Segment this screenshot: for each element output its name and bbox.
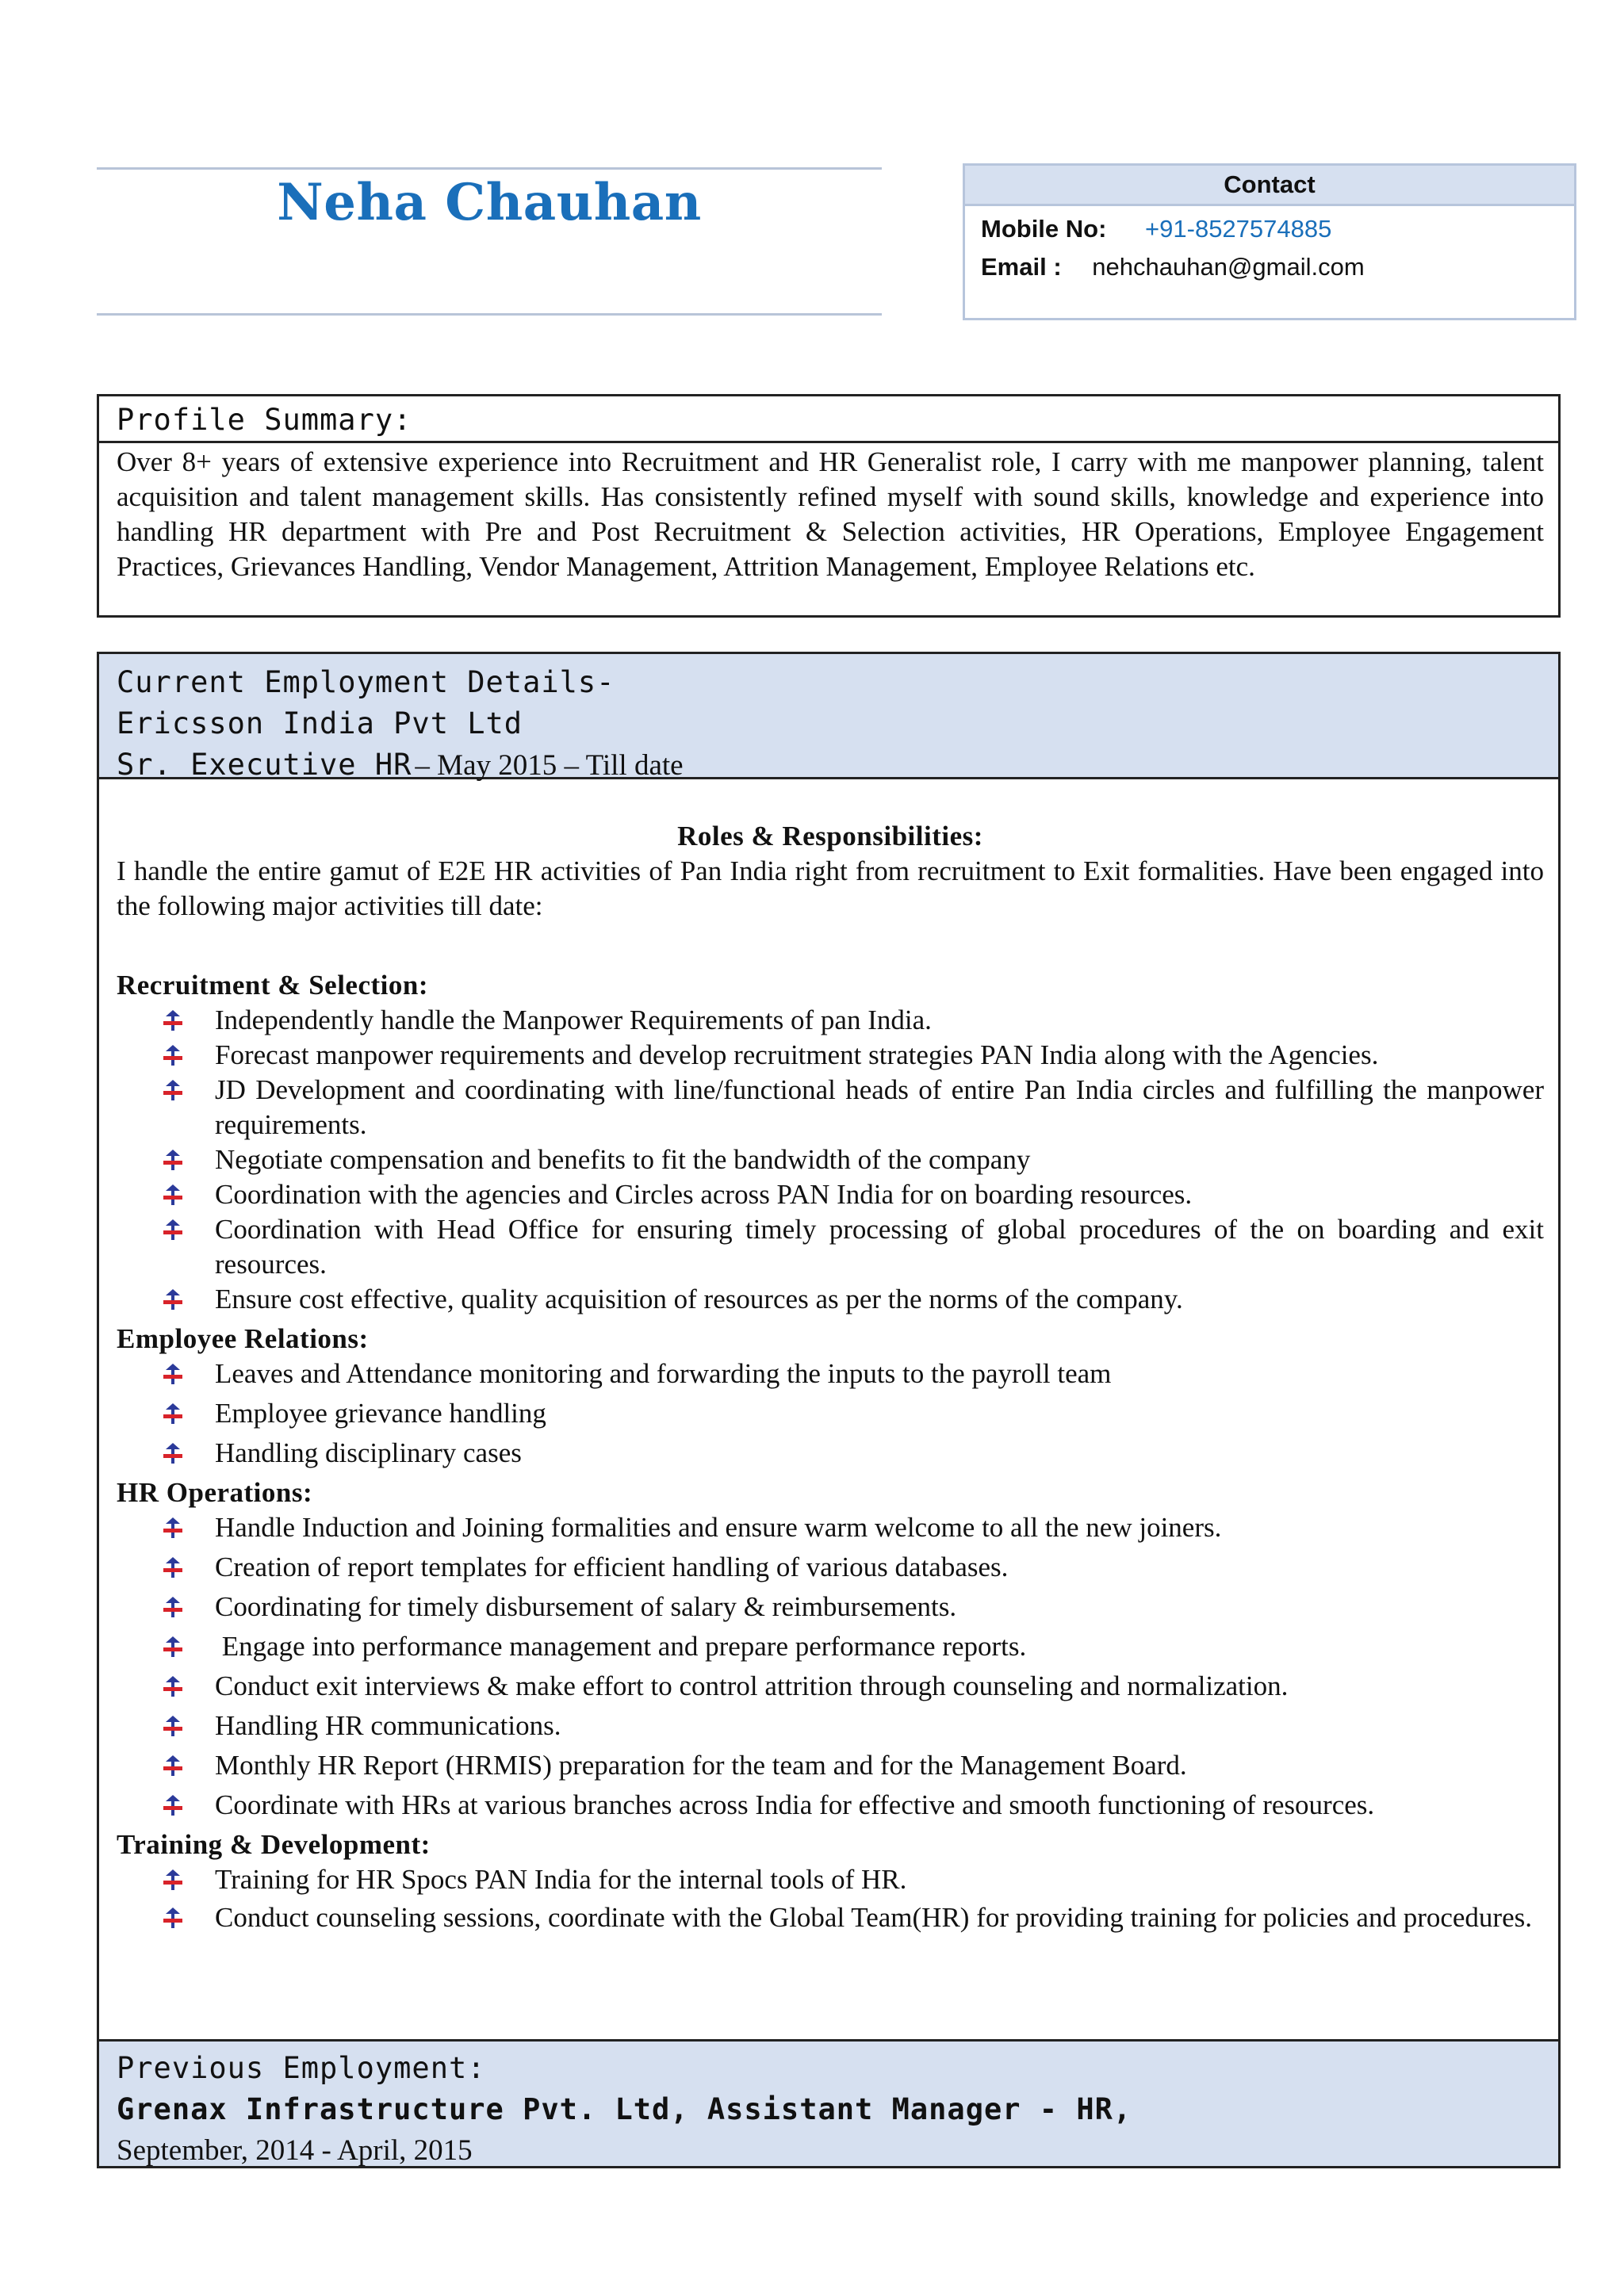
arrow-bullet-icon: [161, 1556, 185, 1580]
responsibility-item: [117, 1590, 1544, 1624]
responsibility-item-text: Conduct exit interviews & make effort to control attrition through counseling and normalization.: [215, 1670, 1289, 1701]
responsibility-item-text: Handling HR communications.: [215, 1710, 561, 1741]
responsibility-item: [117, 1038, 1544, 1073]
previous-company-role: Grenax Infrastructure Pvt. Ltd, Assistant Manager - HR,: [117, 2092, 1132, 2126]
header-rule-top: [97, 167, 882, 170]
responsibility-item: [117, 1629, 1544, 1664]
responsibility-item-text: Coordination with the agencies and Circles across PAN India for on boarding resources.: [215, 1179, 1193, 1210]
responsibility-item: [117, 1357, 1544, 1391]
responsibility-item-text: Engage into performance management and prepare performance reports.: [215, 1631, 1027, 1662]
current-role: Sr. Executive HR: [117, 748, 412, 782]
arrow-bullet-icon: [161, 1907, 185, 1931]
mobile-label: Mobile No:: [981, 215, 1107, 243]
roles-intro: I handle the entire gamut of E2E HR activities of Pan India right from recruitment to Exit formalities. Have been engaged into the following major activities till date:: [117, 855, 1544, 921]
responsibility-item-text: Training for HR Spocs PAN India for the internal tools of HR.: [215, 1864, 907, 1895]
arrow-bullet-icon: [161, 1044, 185, 1068]
arrow-bullet-icon: [161, 1715, 185, 1739]
profile-summary-heading: Profile Summary:: [99, 396, 1558, 443]
responsibility-group-title: Recruitment & Selection:: [117, 970, 428, 1001]
responsibility-item-text: Handling disciplinary cases: [215, 1437, 522, 1468]
arrow-bullet-icon: [161, 1079, 185, 1103]
responsibility-item-text: Conduct counseling sessions, coordinate with the Global Team(HR) for providing training for policies and procedures.: [215, 1902, 1532, 1933]
responsibility-item: [117, 1282, 1544, 1317]
responsibility-item-text: Creation of report templates for efficient handling of various databases.: [215, 1552, 1009, 1582]
contact-email-row: [981, 253, 1365, 281]
responsibility-group-title: Training & Development:: [117, 1829, 431, 1860]
arrow-bullet-icon: [161, 1149, 185, 1173]
responsibility-item-text: Coordinating for timely disbursement of salary & reimbursements.: [215, 1591, 957, 1622]
responsibility-item-text: JD Development and coordinating with line/functional heads of entire Pan India circles and fulfilling the manpower requirements.: [215, 1074, 1551, 1140]
responsibility-item-text: Leaves and Attendance monitoring and forwarding the inputs to the payroll team: [215, 1358, 1112, 1389]
arrow-bullet-icon: [161, 1009, 185, 1033]
responsibility-item: [117, 1788, 1544, 1823]
profile-summary-text: Over 8+ years of extensive experience into Recruitment and HR Generalist role, I carry with me manpower planning, talent acquisition and talent management skills. Has consistently refined myself with sound skills, knowledge and experience into handling HR department with Pre and Post Recruitment & Selection activities, HR Operations, Employee Engagement Practices, Grievances Handling, Vendor Management, Attrition Management, Employee Relations etc.: [117, 446, 1544, 582]
responsibility-item: [117, 1436, 1544, 1471]
arrow-bullet-icon: [161, 1794, 185, 1818]
arrow-bullet-icon: [161, 1363, 185, 1387]
responsibility-list: [117, 1357, 1544, 1471]
responsibility-item: [117, 1669, 1544, 1704]
arrow-bullet-icon: [161, 1636, 185, 1659]
current-period: – May 2015 – Till date: [415, 749, 684, 782]
responsibility-item: [117, 1073, 1551, 1142]
previous-employment-heading: Previous Employment:: [117, 2051, 486, 2085]
responsibility-item: [117, 1510, 1544, 1545]
header-rule-bottom: [97, 313, 882, 316]
previous-period: September, 2014 - April, 2015: [117, 2134, 473, 2167]
responsibility-item: [117, 1900, 1544, 1935]
responsibility-item-text: Ensure cost effective, quality acquisition of resources as per the norms of the company.: [215, 1284, 1183, 1314]
responsibility-list: [117, 1510, 1544, 1823]
responsibility-item: [117, 1177, 1544, 1212]
current-employment-heading: Current Employment Details-: [117, 665, 615, 699]
responsibility-item: [117, 1003, 1544, 1038]
current-company: Ericsson India Pvt Ltd: [117, 706, 523, 740]
responsibility-item: [117, 1862, 1544, 1897]
responsibility-item: [117, 1550, 1544, 1585]
arrow-bullet-icon: [161, 1442, 185, 1466]
responsibility-item: [117, 1142, 1544, 1177]
responsibility-item-text: Coordinate with HRs at various branches across India for effective and smooth functioning of resources.: [215, 1789, 1375, 1820]
email-value[interactable]: nehchauhan@gmail.com: [1092, 253, 1365, 281]
current-employment-body: [99, 779, 1558, 1935]
email-label: Email :: [981, 253, 1062, 281]
responsibility-item: [117, 1396, 1544, 1431]
current-employment-header: [99, 654, 1558, 782]
arrow-bullet-icon: [161, 1288, 185, 1312]
responsibility-list: [117, 1862, 1544, 1935]
mobile-value[interactable]: +91-8527574885: [1145, 215, 1332, 243]
contact-box: [963, 163, 1576, 320]
responsibility-item-text: Handle Induction and Joining formalities and ensure warm welcome to all the new joiners.: [215, 1512, 1222, 1543]
arrow-bullet-icon: [161, 1219, 185, 1242]
responsibility-group-title: HR Operations:: [117, 1477, 313, 1508]
responsibility-item-text: Monthly HR Report (HRMIS) preparation for the team and for the Management Board.: [215, 1750, 1187, 1781]
responsibility-item: [117, 1748, 1544, 1783]
previous-employment-section: [97, 2042, 1561, 2168]
roles-title: Roles & Responsibilities:: [677, 821, 983, 851]
arrow-bullet-icon: [161, 1596, 185, 1620]
responsibility-group-title: Employee Relations:: [117, 1323, 369, 1354]
responsibility-groups: [117, 968, 1551, 1935]
responsibility-item-text: Forecast manpower requirements and develop recruitment strategies PAN India along with the Agencies.: [215, 1039, 1379, 1070]
contact-mobile-row: [981, 215, 1331, 243]
responsibility-item-text: Independently handle the Manpower Requirements of pan India.: [215, 1004, 932, 1035]
responsibility-item-text: Coordination with Head Office for ensuring timely processing of global procedures of the on boarding and exit resources.: [215, 1214, 1551, 1280]
profile-summary-section: [97, 394, 1561, 618]
responsibility-item-text: Negotiate compensation and benefits to fit the bandwidth of the company: [215, 1144, 1031, 1175]
responsibility-list: [117, 1003, 1551, 1317]
arrow-bullet-icon: [161, 1869, 185, 1892]
candidate-name: Neha Chauhan: [277, 173, 702, 232]
arrow-bullet-icon: [161, 1675, 185, 1699]
arrow-bullet-icon: [161, 1402, 185, 1426]
arrow-bullet-icon: [161, 1755, 185, 1778]
responsibility-item: [117, 1709, 1544, 1743]
responsibility-item-text: Employee grievance handling: [215, 1398, 546, 1429]
responsibility-item: [117, 1212, 1551, 1282]
arrow-bullet-icon: [161, 1517, 185, 1540]
contact-title: Contact: [965, 166, 1574, 206]
arrow-bullet-icon: [161, 1184, 185, 1207]
current-employment-section: [97, 652, 1561, 2042]
